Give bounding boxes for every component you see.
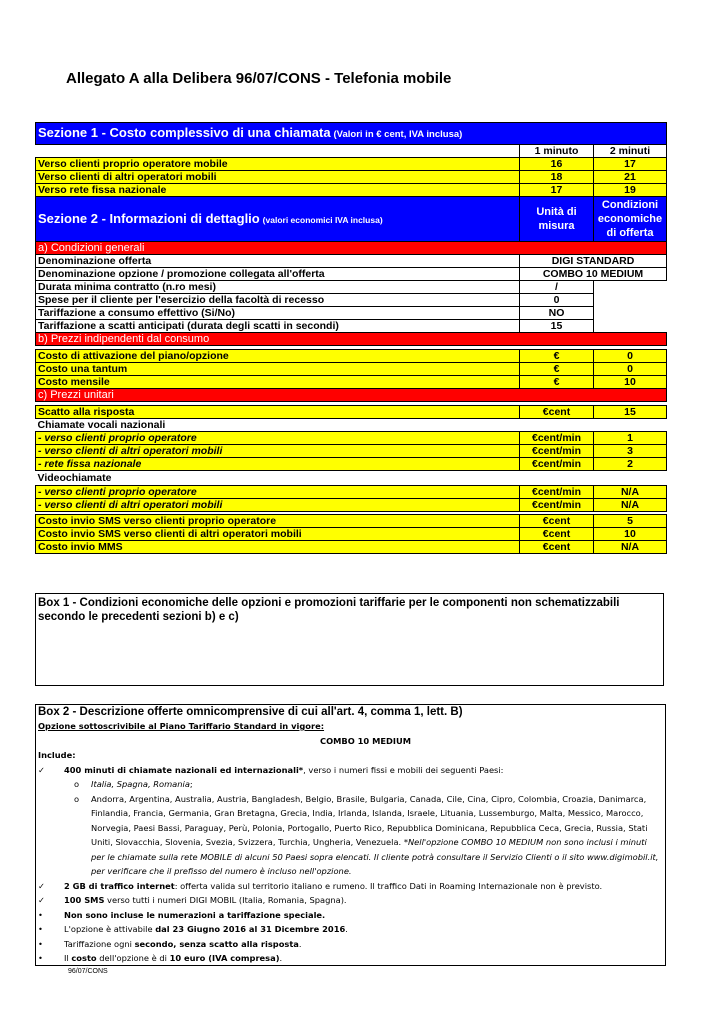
row-label: Costo una tantum [36,363,520,376]
condizioni-header: Condizioni economiche di offerta [594,197,667,242]
unit: € [520,363,594,376]
row-label: Scatto alla risposta [36,406,520,419]
unit: € [520,376,594,389]
voice-label: Chiamate vocali nazionali [37,419,166,431]
row-label: Costo mensile [36,376,520,389]
offer-name: COMBO 10 MEDIUM [320,735,411,746]
list-item: • Non sono incluse le numerazioni a tariffazione speciale. [38,908,663,923]
row-label: Denominazione opzione / promozione collegata all'offerta [36,268,520,281]
bullet-icon: • [38,909,43,920]
row-label: Costo invio SMS verso clienti di altri operatori mobili [36,528,520,541]
value: 2 [594,458,667,471]
unit: € [520,350,594,363]
value: 0 [594,350,667,363]
include-label: Include: [38,750,76,760]
list-item: ✓ 400 minuti di chiamate nazionali ed internazionali*, verso i numeri fissi e mobili dei seguenti Paesi: [38,763,663,778]
value: 3 [594,445,667,458]
section-1-title: Sezione 1 - Costo complessivo di una chiamata [38,125,331,140]
unit: €cent/min [520,458,594,471]
value: 15 [594,406,667,419]
box-2-option-label: Opzione sottoscrivibile al Piano Tariffario Standard in vigore: [38,721,325,731]
unit: €cent/min [520,486,594,499]
list-item: o Italia, Spagna, Romania; [38,777,663,792]
unit: €cent/min [520,432,594,445]
unita-header: Unità di misura [520,197,594,242]
list-item: o Andorra, Argentina, Australia, Austria, Bangladesh, Belgio, Brasile, Bulgaria, Canada, Cile, Cina, Cipro, Colombia, Croazia, Danimarca, Finlandia, Francia, Germania, Gran Bretagna, Grecia, India, Irlanda, Islanda, Israele, Lituania, Lussemburgo, Malta, Messico, Marocco, Norvegia, Paesi Bassi, Paraguay, Perù, Polonia, Portogallo, Puerto Rico, Repubblica Dominicana, Repubblica Ceca, Grecia, Russia, Stati Uniti, Slovacchia, Slovenia, Svezia, Svizzera, Turchia, Ungheria, Venezuela. *Nell'opzione COMBO 10 MEDIUM non sono inclusi i minuti per le chiamate sulla rete MOBILE di alcuni 50 Paesi sopra elencati. Il cliente potrà consultare il Servizio Clienti o il sito www.digimobil.it, per verificare che il prefisso del numero è incluso nell'opzione. [74,793,659,876]
video-label: Videochiamate [37,472,112,484]
value: NO [520,307,594,320]
value: N/A [594,486,667,499]
value: 17 [520,184,594,197]
circle-bullet-icon: o [74,793,80,804]
value: / [520,281,594,294]
row-label: Verso clienti di altri operatori mobili [36,171,520,184]
row-label: Verso rete fissa nazionale [36,184,520,197]
list-item: • L'opzione è attivabile dal 23 Giugno 2016 al 31 Dicembre 2016. [38,922,663,937]
check-icon: ✓ [38,764,45,775]
col-1-minuto: 1 minuto [520,145,594,158]
unit: €cent/min [520,499,594,512]
value: N/A [594,499,667,512]
row-label: Costo invio SMS verso clienti proprio operatore [36,515,520,528]
value: 21 [594,171,667,184]
unit: €cent [520,515,594,528]
list-item: • Il costo dell'opzione è di 10 euro (IVA compresa). [38,951,663,966]
row-label: Spese per il cliente per l'esercizio della facoltà di recesso [36,294,520,307]
list-item: • Tariffazione ogni secondo, senza scatto alla risposta. [38,937,663,952]
row-label: - verso clienti di altri operatori mobili [36,445,520,458]
page-title: Allegato A alla Delibera 96/07/CONS - Telefonia mobile [66,70,452,87]
bullet-icon: • [38,924,43,934]
value: 10 [594,376,667,389]
section-c-title: c) Prezzi unitari [36,389,667,402]
unit: €cent [520,541,594,554]
section-1-table: Sezione 1 - Costo complessivo di una chiamata (Valori in € cent, IVA inclusa) 1 minuto 2 minuti Verso clienti proprio operatore mobile 16 17 Verso clienti di altri operatori mobili 18 21 Verso rete fissa nazionale 17 19 Sezione 2 - Informazioni di dettaglio (valori economici IVA inclusa) Unità di misura Condizioni economiche di offerta a) Condizioni generali Denominazione offerta DIGI STANDARD Denominazione opzione / promozione collegata all'offerta COMBO 10 MEDIUM Durata minima contratto (n.ro mesi) / Spese per il cliente per l'esercizio della facoltà di recesso 0 Tariffazione a consumo effettivo (Si/No) NO Tariffazione a scatti anticipati (durata degli scatti in secondi) 15 b) Prezzi indipendenti dal consumo Costo di attivazione del piano/opzione € 0 Costo una tantum € 0 Costo mensile € 10 c) Prezzi unitari Scatto alla risposta €cent 15 Chiamate vocali nazionali - verso clienti proprio operatore €cent/min 1 - verso clienti di altri operatori mobili €cent/min 3 - rete fissa nazionale €cent/min 2 Videochiamate - verso clienti proprio operatore €cent/min N/A - verso clienti di altri operatori mobili €cent/min N/A Costo invio SMS verso clienti proprio operatore €cent 5 Costo invio SMS verso clienti di altri operatori mobili €cent 10 Costo invio MMS €cent N/A [35,122,666,554]
box-1: Box 1 - Condizioni economiche delle opzioni e promozioni tariffarie per le componenti non schematizzabili secondo le precedenti sezioni b) e c) [35,593,664,686]
value: 10 [594,528,667,541]
bullet-icon: • [38,938,43,949]
row-label: Tariffazione a consumo effettivo (Si/No) [36,307,520,320]
row-label: Denominazione offerta [36,255,520,268]
row-label: - verso clienti proprio operatore [36,486,520,499]
col-2-minuti: 2 minuti [594,145,667,158]
section-a-title: a) Condizioni generali [36,242,667,255]
unit: €cent [520,406,594,419]
row-label: Tariffazione a scatti anticipati (durata degli scatti in secondi) [36,320,520,333]
value: 19 [594,184,667,197]
row-label: - verso clienti proprio operatore [36,432,520,445]
value: COMBO 10 MEDIUM [520,268,667,281]
row-label: - rete fissa nazionale [36,458,520,471]
list-item: ✓ 2 GB di traffico internet: offerta valida sul territorio italiano e rumeno. Il traffico Dati in Roaming Internazionale non è previsto. [38,879,663,894]
value: 15 [520,320,594,333]
value: 18 [520,171,594,184]
box-2 [35,704,666,966]
row-label: Costo invio MMS [36,541,520,554]
value: 16 [520,158,594,171]
footer: 96/07/CONS [68,968,108,975]
value: 17 [594,158,667,171]
list-item: ✓ 100 SMS verso tutti i numeri DIGI MOBIL (Italia, Romania, Spagna). [38,893,663,908]
section-b-title: b) Prezzi indipendenti dal consumo [36,333,667,346]
section-2-title: Sezione 2 - Informazioni di dettaglio [38,210,260,226]
bullet-icon: • [38,953,43,963]
value: 0 [520,294,594,307]
row-label: Costo di attivazione del piano/opzione [36,350,520,363]
value: DIGI STANDARD [520,255,667,268]
value: 5 [594,515,667,528]
value: N/A [594,541,667,554]
value: 1 [594,432,667,445]
unit: €cent [520,528,594,541]
unit: €cent/min [520,445,594,458]
row-label: Durata minima contratto (n.ro mesi) [36,281,520,294]
row-label: Verso clienti proprio operatore mobile [36,158,520,171]
check-icon: ✓ [38,895,45,905]
circle-bullet-icon: o [74,779,80,789]
value: 0 [594,363,667,376]
check-icon: ✓ [38,880,45,891]
divider [35,965,666,966]
box-2-title: Box 2 - Descrizione offerte omnicomprensive di cui all'art. 4, comma 1, lett. B) [38,706,463,718]
row-label: - verso clienti di altri operatori mobili [36,499,520,512]
